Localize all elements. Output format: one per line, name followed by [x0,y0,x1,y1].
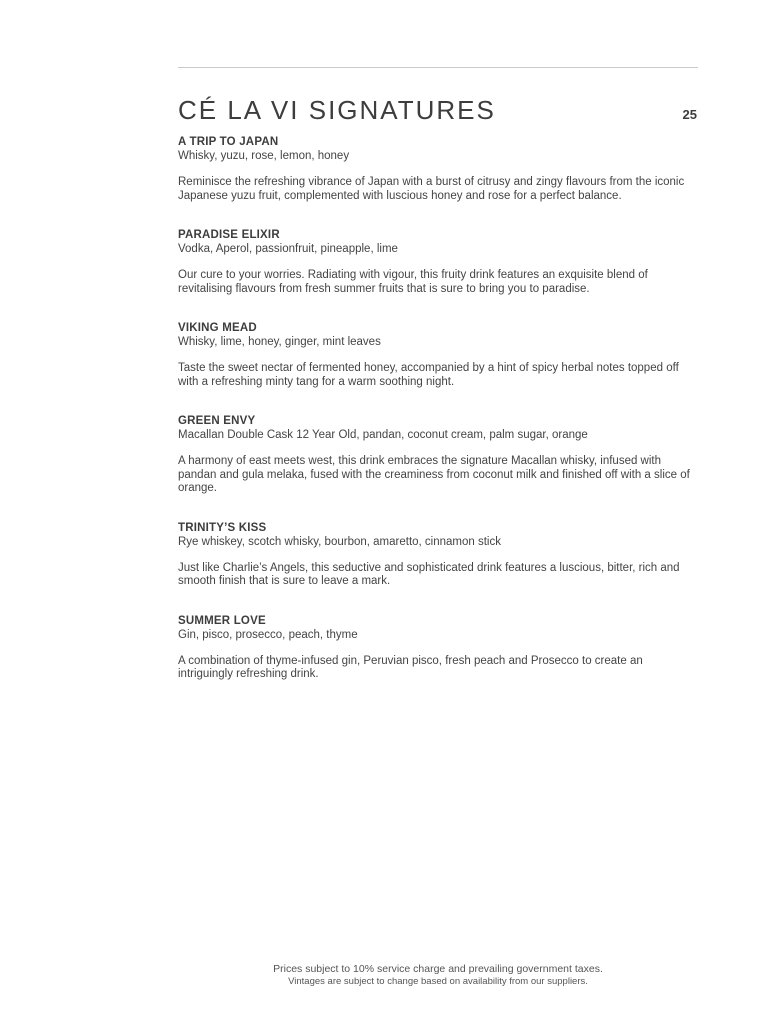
cocktail-ingredients: Rye whiskey, scotch whisky, bourbon, amaretto, cinnamon stick [178,535,501,548]
cocktail-ingredients: Vodka, Aperol, passionfruit, pineapple, lime [178,243,398,255]
cocktail-description: Reminisce the refreshing vibrance of Japan with a burst of citrusy and zingy flavours from the iconic Japanese yuzu fruit, complemented with luscious honey and rose for a perfect balance. [178,176,685,202]
page-title: CÉ LA VI SIGNATURES [178,95,496,125]
cocktail-name: VIKING MEAD [178,322,257,334]
page-number: 25 [682,107,697,122]
footer-notes [178,963,698,988]
cocktail-description: Our cure to your worries. Radiating with vigour, this fruity drink features an exquisite blend of revitalising flavours from fresh summer fruits that is sure to bring you to paradise. [178,269,648,295]
cocktail-entry [178,521,700,589]
cocktail-description: A combination of thyme-infused gin, Peruvian pisco, fresh peach and Prosecco to create an intriguingly refreshing drink. [178,654,643,680]
top-divider [178,67,698,68]
cocktail-entry [178,321,700,389]
cocktail-name: TRINITY’S KISS [178,521,267,534]
cocktail-name: PARADISE ELIXIR [178,229,280,241]
cocktail-name: GREEN ENVY [178,415,256,427]
cocktail-entry [178,614,700,682]
cocktail-entry [178,135,700,203]
cocktail-ingredients: Gin, pisco, prosecco, peach, thyme [178,628,358,641]
cocktail-ingredients: Whisky, lime, honey, ginger, mint leaves [178,336,381,348]
service-charge-note: Prices subject to 10% service charge and prevailing government taxes. [273,963,603,975]
vintage-note: Vintages are subject to change based on availability from our suppliers. [288,976,588,987]
cocktail-list [178,135,700,682]
cocktail-description: Taste the sweet nectar of fermented honey, accompanied by a hint of spicy herbal notes topped off with a refreshing minty tang for a warm soothing night. [178,362,679,388]
cocktail-name: SUMMER LOVE [178,614,266,627]
cocktail-description: Just like Charlie’s Angels, this seductive and sophisticated drink features a luscious, bitter, rich and smooth finish that is sure to leave a mark. [178,561,680,587]
cocktail-entry [178,414,700,496]
cocktail-name: A TRIP TO JAPAN [178,136,279,148]
cocktail-ingredients: Macallan Double Cask 12 Year Old, pandan, coconut cream, palm sugar, orange [178,429,588,441]
cocktail-description: A harmony of east meets west, this drink embraces the signature Macallan whisky, infused with pandan and gula melaka, fused with the creaminess from coconut milk and finished off with a slice of orange. [178,455,690,494]
cocktail-ingredients: Whisky, yuzu, rose, lemon, honey [178,150,350,162]
cocktail-entry [178,228,700,296]
